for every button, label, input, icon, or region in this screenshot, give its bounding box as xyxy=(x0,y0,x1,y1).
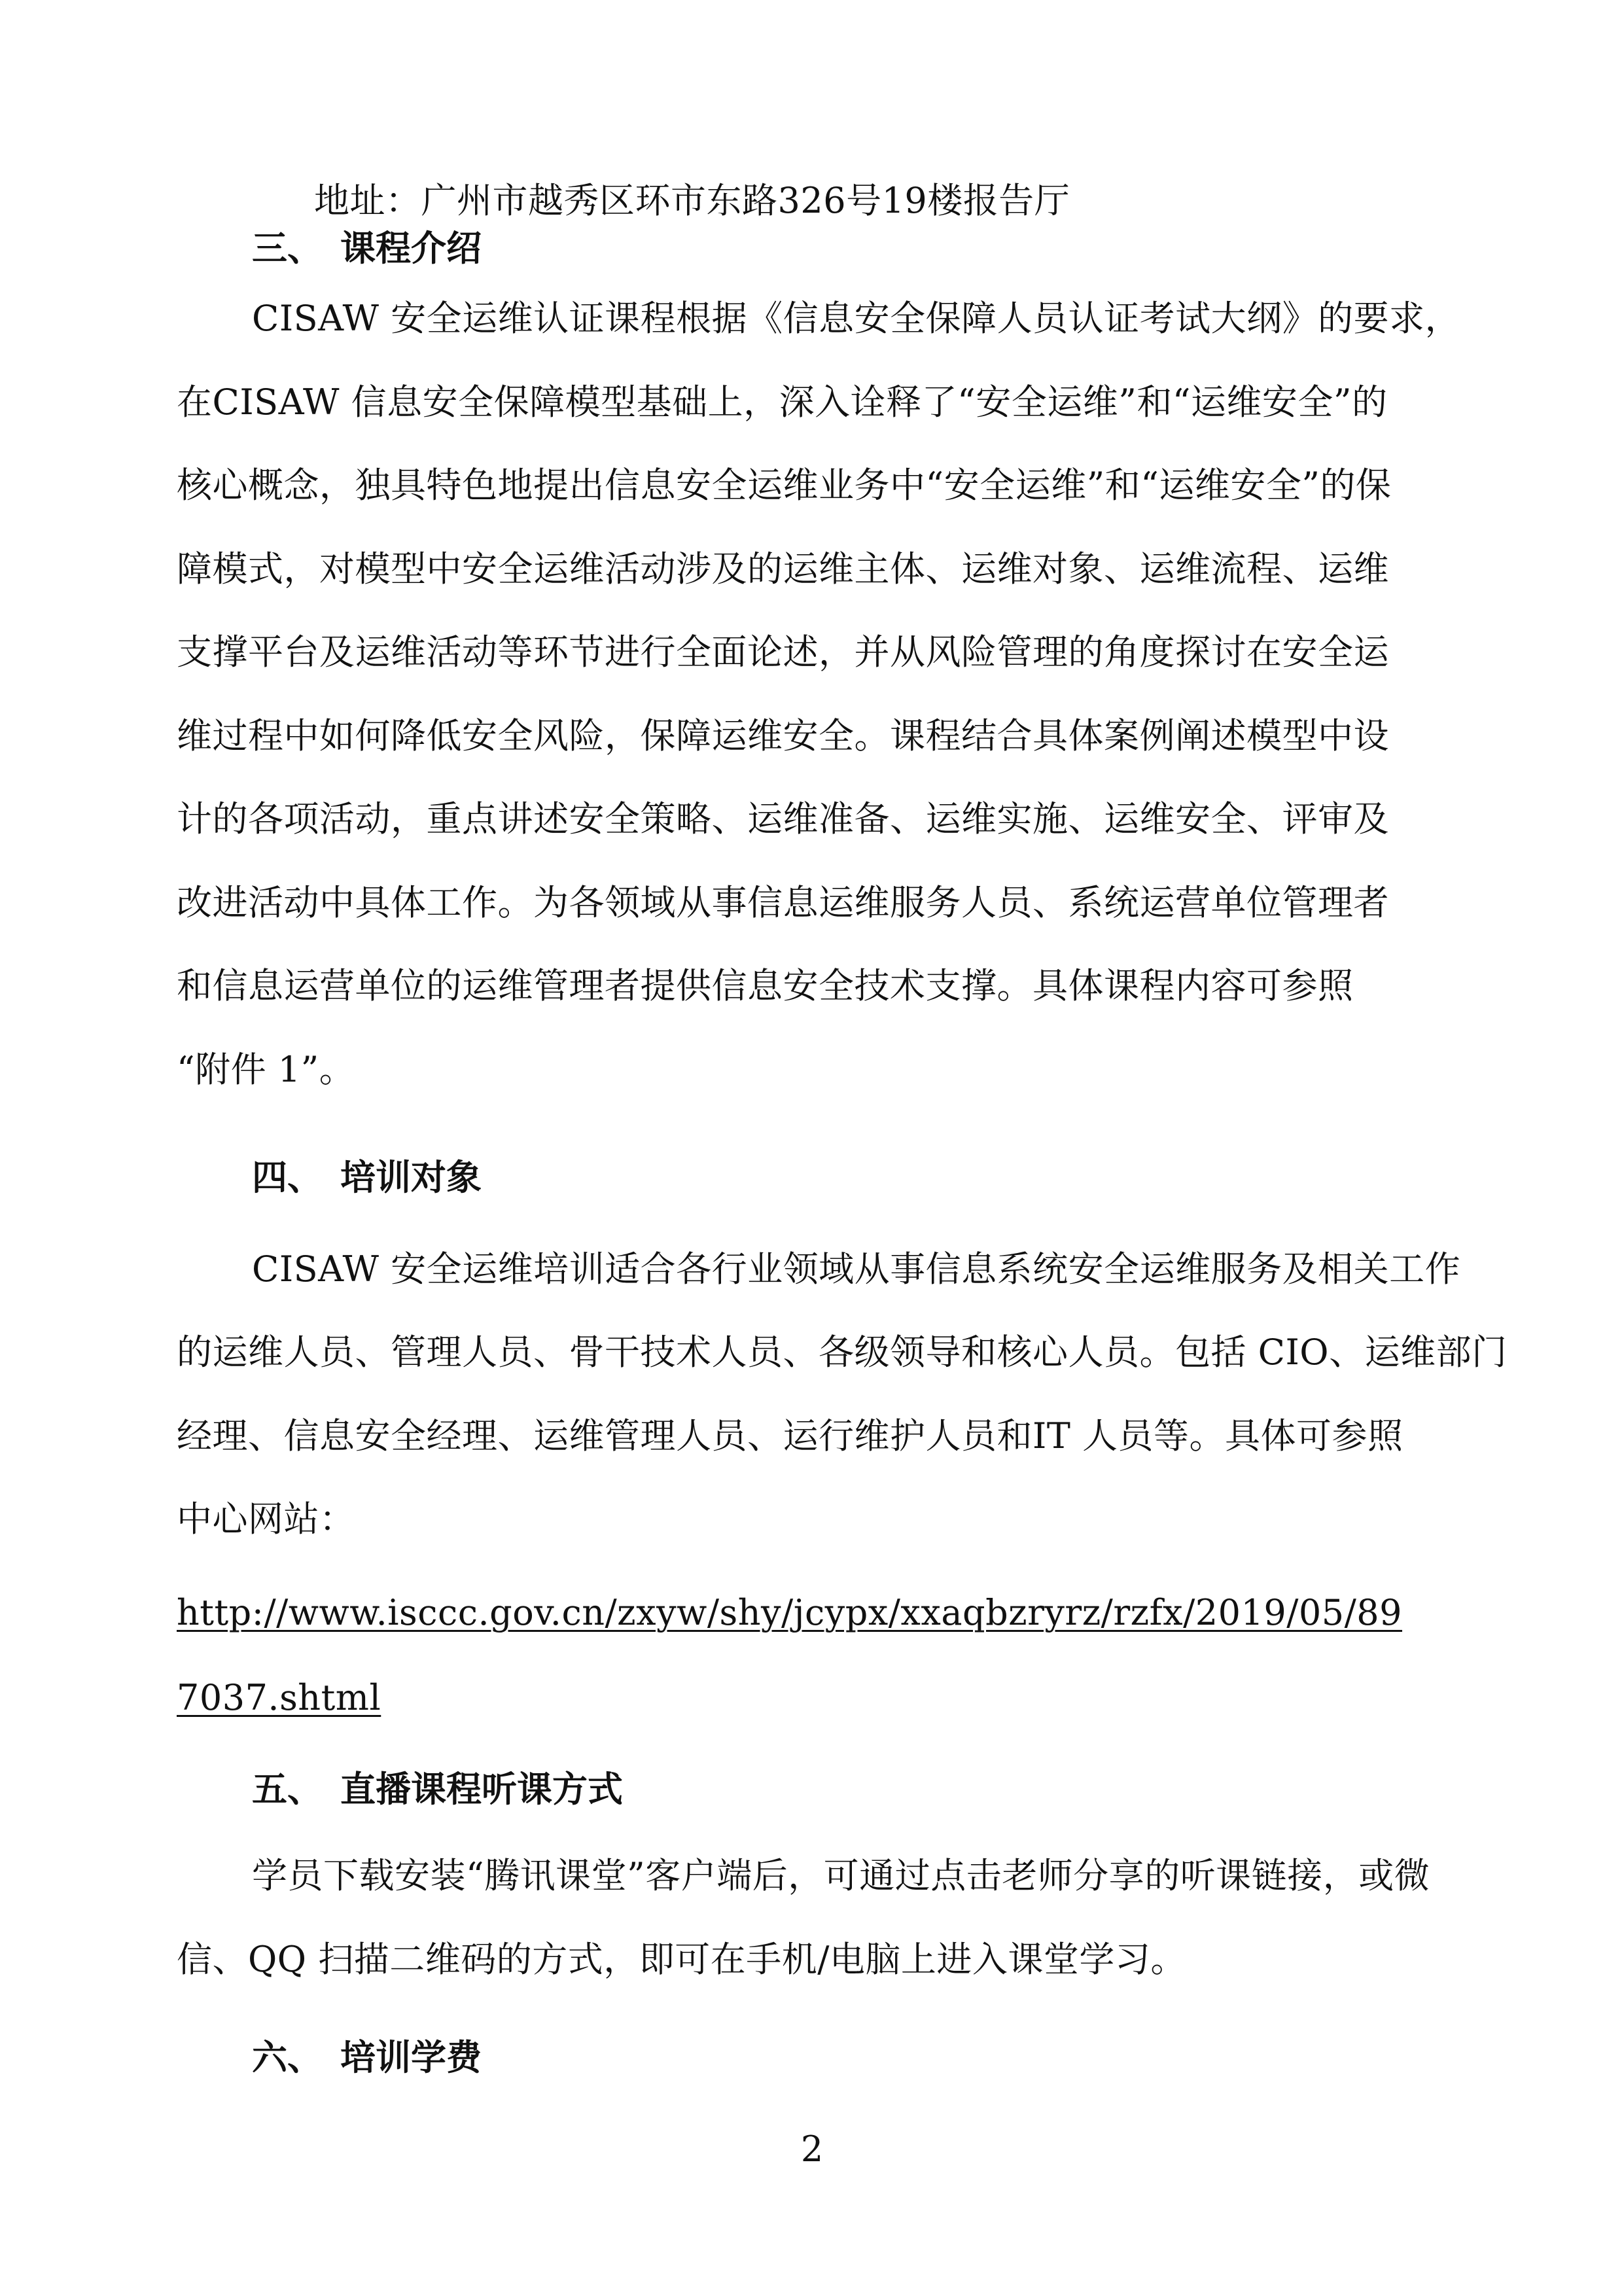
section-3-line: 维过程中如何降低安全风险，保障运维安全。课程结合具体案例阐述模型中设 xyxy=(177,715,1389,756)
section-3-line: 在CISAW 信息安全保障模型基础上，深入诠释了“安全运维”和“运维安全”的 xyxy=(177,381,1388,423)
section-5-number: 五、 xyxy=(252,1769,323,1810)
section-3-line: “附件 1”。 xyxy=(177,1049,355,1090)
section-3-heading xyxy=(252,226,482,272)
section-4-line: 经理、信息安全经理、运维管理人员、运行维护人员和IT 人员等。具体可参照 xyxy=(177,1415,1403,1457)
section-3-line: 改进活动中具体工作。为各领域从事信息运维服务人员、系统运营单位管理者 xyxy=(177,882,1389,923)
section-4-line: 的运维人员、管理人员、骨干技术人员、各级领导和核心人员。包括 CIO、运维部门 xyxy=(177,1332,1508,1373)
section-4-line: CISAW 安全运维培训适合各行业领域从事信息系统安全运维服务及相关工作 xyxy=(252,1248,1461,1290)
address-line: 地址：广州市越秀区环市东路326号19楼报告厅 xyxy=(314,180,1070,221)
website-link-continued[interactable]: 7037.shtml xyxy=(177,1677,381,1718)
section-3-line: CISAW 安全运维认证课程根据《信息安全保障人员认证考试大纲》的要求， xyxy=(252,298,1461,339)
section-3-line: 核心概念，独具特色地提出信息安全运维业务中“安全运维”和“运维安全”的保 xyxy=(177,465,1392,506)
section-6-title: 培训学费 xyxy=(340,2037,482,2078)
section-3-title: 课程介绍 xyxy=(340,228,482,269)
section-3-number: 三、 xyxy=(252,228,323,269)
section-4-number: 四、 xyxy=(252,1157,323,1198)
section-5-line: 信、QQ 扫描二维码的方式，即可在手机/电脑上进入课堂学习。 xyxy=(177,1939,1186,1980)
section-3-line: 和信息运营单位的运维管理者提供信息安全技术支撑。具体课程内容可参照 xyxy=(177,965,1354,1006)
section-5-heading xyxy=(252,1767,623,1812)
section-6-heading xyxy=(252,2035,482,2081)
section-4-line: 中心网站： xyxy=(177,1498,355,1540)
section-5-title: 直播课程听课方式 xyxy=(340,1769,623,1810)
website-link[interactable]: http://www.isccc.gov.cn/zxyw/shy/jcypx/xxaqbzryrz/rzfx/2019/05/89 xyxy=(177,1592,1403,1633)
section-5-line: 学员下载安装“腾讯课堂”客户端后，可通过点击老师分享的听课链接，或微 xyxy=(252,1855,1430,1896)
section-4-heading xyxy=(252,1155,482,1201)
section-3-line: 支撑平台及运维活动等环节进行全面论述，并从风险管理的角度探讨在安全运 xyxy=(177,631,1389,673)
section-4-title: 培训对象 xyxy=(340,1157,482,1198)
section-3-line: 障模式，对模型中安全运维活动涉及的运维主体、运维对象、运维流程、运维 xyxy=(177,548,1389,590)
page-number: 2 xyxy=(800,2128,824,2170)
section-6-number: 六、 xyxy=(252,2037,323,2078)
section-3-line: 计的各项活动，重点讲述安全策略、运维准备、运维实施、运维安全、评审及 xyxy=(177,798,1389,839)
